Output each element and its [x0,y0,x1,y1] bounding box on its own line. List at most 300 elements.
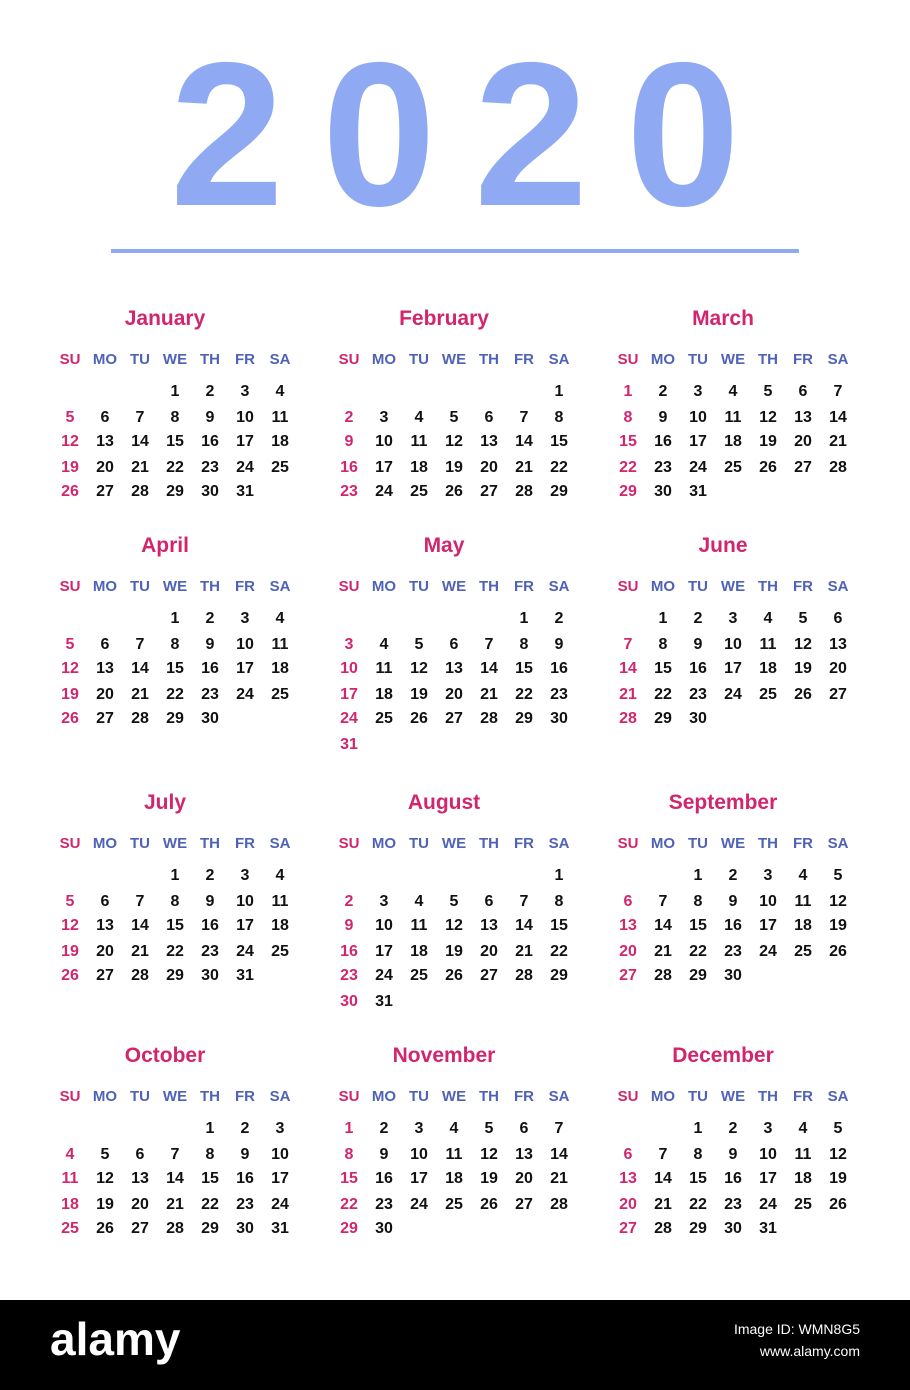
date-cell: 6 [449,636,459,653]
date-cell: 14 [829,409,847,426]
date-cell: 6 [100,893,110,910]
date-cell: 11 [724,409,742,426]
date-cell: 24 [271,1196,289,1213]
date-cell: 10 [689,409,707,426]
weekday-header: TH [200,835,220,852]
date-cell: 11 [445,1146,463,1163]
date-cell: 27 [480,483,498,500]
date-cell: 4 [414,893,424,910]
weekday-header: FR [514,351,534,368]
date-cell: 13 [480,917,498,934]
date-cell: 1 [693,867,703,884]
date-cell: 24 [759,943,777,960]
alamy-logo: alamy [50,1313,181,1365]
date-cell: 30 [689,710,707,727]
date-cell: 27 [619,1220,637,1237]
weekday-header: FR [514,1088,534,1105]
date-cell: 4 [65,1146,75,1163]
date-cell: 6 [100,636,110,653]
date-cell: 14 [515,433,533,450]
date-cell: 21 [654,1196,672,1213]
date-cell: 15 [689,917,707,934]
date-cell: 4 [275,383,285,400]
date-cell: 26 [410,710,428,727]
date-cell: 12 [480,1146,498,1163]
watermark-footer [0,1300,910,1390]
date-cell: 8 [344,1146,354,1163]
weekday-header: TU [688,351,708,368]
date-cell: 27 [794,459,812,476]
date-cell: 17 [375,943,393,960]
date-cell: 11 [410,433,428,450]
date-cell: 2 [205,867,215,884]
date-cell: 22 [654,686,672,703]
date-cell: 20 [480,943,498,960]
date-cell: 5 [798,610,808,627]
date-cell: 13 [131,1170,149,1187]
date-cell: 19 [445,943,463,960]
month-name: January [124,307,206,330]
date-cell: 15 [166,917,184,934]
date-cell: 3 [240,867,250,884]
date-cell: 5 [484,1120,494,1137]
date-cell: 5 [65,409,75,426]
weekday-header: SA [269,1088,291,1105]
date-cell: 26 [445,483,463,500]
date-cell: 19 [410,686,428,703]
date-cell: 15 [619,433,637,450]
date-cell: 1 [623,383,633,400]
date-cell: 2 [240,1120,250,1137]
weekday-header: TH [479,578,499,595]
weekday-header: FR [235,835,255,852]
date-cell: 18 [445,1170,463,1187]
date-cell: 5 [65,636,75,653]
date-cell: 7 [658,1146,668,1163]
date-cell: 21 [550,1170,568,1187]
date-cell: 20 [794,433,812,450]
date-cell: 22 [515,686,533,703]
weekday-header: MO [92,835,118,852]
date-cell: 28 [166,1220,184,1237]
date-cell: 5 [100,1146,110,1163]
date-cell: 16 [201,917,219,934]
date-cell: 2 [693,610,703,627]
date-cell: 10 [236,636,254,653]
weekday-header: SA [827,351,849,368]
weekday-header: SA [548,835,570,852]
date-cell: 14 [131,917,149,934]
date-cell: 26 [829,943,847,960]
date-cell: 18 [410,459,428,476]
date-cell: 21 [829,433,847,450]
date-cell: 29 [166,483,184,500]
date-cell: 1 [170,610,180,627]
date-cell: 25 [410,483,428,500]
weekday-header: SU [59,351,81,368]
date-cell: 23 [550,686,568,703]
date-cell: 31 [689,483,707,500]
date-cell: 19 [61,459,79,476]
date-cell: 4 [275,610,285,627]
date-cell: 3 [275,1120,285,1137]
weekday-header: TH [758,835,778,852]
date-cell: 15 [654,660,672,677]
date-cell: 12 [445,433,463,450]
date-cell: 28 [131,483,149,500]
date-cell: 22 [550,459,568,476]
date-cell: 3 [344,636,354,653]
date-cell: 11 [410,917,428,934]
weekday-header: SA [269,351,291,368]
date-cell: 27 [96,710,114,727]
date-cell: 6 [623,1146,633,1163]
date-cell: 28 [654,967,672,984]
date-cell: 28 [550,1196,568,1213]
date-cell: 9 [728,893,738,910]
date-cell: 17 [410,1170,428,1187]
date-cell: 8 [170,636,180,653]
date-cell: 12 [61,660,79,677]
weekday-header: WE [441,351,467,368]
date-cell: 17 [340,686,358,703]
weekday-header: TU [688,1088,708,1105]
date-cell: 5 [449,893,459,910]
month-name: June [698,534,748,557]
date-cell: 26 [794,686,812,703]
date-cell: 6 [623,893,633,910]
date-cell: 2 [658,383,668,400]
date-cell: 28 [829,459,847,476]
date-cell: 5 [65,893,75,910]
date-cell: 1 [693,1120,703,1137]
date-cell: 25 [61,1220,79,1237]
weekday-header: WE [162,835,188,852]
date-cell: 10 [759,893,777,910]
date-cell: 7 [135,409,145,426]
date-cell: 14 [480,660,498,677]
date-cell: 1 [519,610,529,627]
weekday-header: SA [548,351,570,368]
weekday-header: MO [650,1088,676,1105]
weekday-header: SU [617,578,639,595]
date-cell: 7 [519,409,529,426]
date-cell: 6 [484,893,494,910]
date-cell: 31 [236,483,254,500]
date-cell: 8 [170,409,180,426]
date-cell: 2 [554,610,564,627]
date-cell: 27 [131,1220,149,1237]
date-cell: 7 [623,636,633,653]
date-cell: 11 [61,1170,79,1187]
date-cell: 28 [619,710,637,727]
date-cell: 29 [619,483,637,500]
date-cell: 9 [205,893,215,910]
weekday-header: FR [514,578,534,595]
month-name: September [668,791,778,814]
date-cell: 9 [344,917,354,934]
date-cell: 26 [480,1196,498,1213]
weekday-header: WE [162,1088,188,1105]
date-cell: 28 [131,710,149,727]
date-cell: 10 [271,1146,289,1163]
date-cell: 15 [166,433,184,450]
date-cell: 30 [724,967,742,984]
date-cell: 25 [794,943,812,960]
weekday-header: WE [720,578,746,595]
weekday-header: FR [793,835,813,852]
date-cell: 22 [340,1196,358,1213]
date-cell: 24 [410,1196,428,1213]
date-cell: 5 [833,867,843,884]
date-cell: 6 [833,610,843,627]
date-cell: 29 [340,1220,358,1237]
weekday-header: SU [338,351,360,368]
date-cell: 9 [693,636,703,653]
date-cell: 2 [344,409,354,426]
month-name: April [141,534,189,557]
date-cell: 2 [344,893,354,910]
date-cell: 3 [763,867,773,884]
date-cell: 15 [550,917,568,934]
weekday-header: TH [479,1088,499,1105]
date-cell: 8 [205,1146,215,1163]
date-cell: 18 [759,660,777,677]
date-cell: 8 [519,636,529,653]
date-cell: 14 [550,1146,568,1163]
date-cell: 13 [96,660,114,677]
weekday-header: SU [617,835,639,852]
date-cell: 10 [724,636,742,653]
date-cell: 15 [550,433,568,450]
date-cell: 7 [833,383,843,400]
date-cell: 12 [829,893,847,910]
date-cell: 30 [550,710,568,727]
date-cell: 23 [340,483,358,500]
weekday-header: FR [235,351,255,368]
date-cell: 29 [550,967,568,984]
date-cell: 8 [693,893,703,910]
date-cell: 13 [96,433,114,450]
weekday-header: MO [371,578,397,595]
weekday-header: WE [441,578,467,595]
date-cell: 23 [201,459,219,476]
date-cell: 12 [829,1146,847,1163]
date-cell: 3 [728,610,738,627]
date-cell: 3 [763,1120,773,1137]
date-cell: 7 [554,1120,564,1137]
weekday-header: TU [130,1088,150,1105]
date-cell: 19 [829,1170,847,1187]
date-cell: 28 [515,967,533,984]
date-cell: 11 [794,893,812,910]
date-cell: 21 [515,459,533,476]
weekday-header: FR [793,578,813,595]
date-cell: 6 [100,409,110,426]
date-cell: 24 [689,459,707,476]
date-cell: 20 [96,686,114,703]
date-cell: 23 [236,1196,254,1213]
date-cell: 17 [236,660,254,677]
date-cell: 17 [375,459,393,476]
date-cell: 24 [340,710,358,727]
weekday-header: TH [758,578,778,595]
date-cell: 12 [445,917,463,934]
date-cell: 28 [480,710,498,727]
date-cell: 8 [623,409,633,426]
date-cell: 21 [166,1196,184,1213]
date-cell: 18 [794,1170,812,1187]
date-cell: 21 [515,943,533,960]
date-cell: 19 [794,660,812,677]
date-cell: 24 [236,943,254,960]
date-cell: 16 [724,917,742,934]
date-cell: 25 [445,1196,463,1213]
date-cell: 26 [445,967,463,984]
weekday-header: TH [479,351,499,368]
weekday-header: FR [235,578,255,595]
date-cell: 24 [236,686,254,703]
date-cell: 5 [449,409,459,426]
date-cell: 11 [271,636,289,653]
month-name: October [124,1044,206,1067]
date-cell: 24 [236,459,254,476]
month-name: March [692,307,754,330]
date-cell: 1 [170,867,180,884]
date-cell: 16 [724,1170,742,1187]
weekday-header: SU [338,835,360,852]
date-cell: 19 [829,917,847,934]
date-cell: 25 [271,943,289,960]
date-cell: 1 [658,610,668,627]
date-cell: 30 [375,1220,393,1237]
date-cell: 17 [236,917,254,934]
date-cell: 10 [375,917,393,934]
date-cell: 4 [798,1120,808,1137]
date-cell: 15 [201,1170,219,1187]
date-cell: 26 [61,967,79,984]
date-cell: 21 [131,686,149,703]
date-cell: 13 [829,636,847,653]
footer-url: www.alamy.com [759,1343,860,1359]
date-cell: 22 [166,459,184,476]
date-cell: 30 [340,993,358,1010]
date-cell: 12 [61,917,79,934]
date-cell: 9 [344,433,354,450]
date-cell: 13 [619,917,637,934]
date-cell: 20 [829,660,847,677]
date-cell: 14 [619,660,637,677]
date-cell: 13 [480,433,498,450]
weekday-header: SA [548,578,570,595]
date-cell: 21 [131,943,149,960]
date-cell: 7 [135,893,145,910]
date-cell: 6 [519,1120,529,1137]
date-cell: 21 [131,459,149,476]
date-cell: 9 [658,409,668,426]
date-cell: 20 [480,459,498,476]
date-cell: 31 [759,1220,777,1237]
weekday-header: TU [130,578,150,595]
date-cell: 5 [763,383,773,400]
date-cell: 16 [236,1170,254,1187]
date-cell: 22 [201,1196,219,1213]
date-cell: 16 [689,660,707,677]
date-cell: 17 [271,1170,289,1187]
date-cell: 27 [619,967,637,984]
year-title: 2020 [169,20,779,249]
date-cell: 2 [205,383,215,400]
date-cell: 2 [379,1120,389,1137]
date-cell: 27 [445,710,463,727]
date-cell: 3 [240,383,250,400]
date-cell: 23 [340,967,358,984]
date-cell: 22 [689,943,707,960]
date-cell: 19 [61,686,79,703]
weekday-header: MO [371,835,397,852]
date-cell: 12 [759,409,777,426]
weekday-header: TH [200,1088,220,1105]
weekday-header: TH [200,351,220,368]
weekday-header: SU [59,835,81,852]
date-cell: 11 [759,636,777,653]
date-cell: 31 [271,1220,289,1237]
date-cell: 26 [61,710,79,727]
date-cell: 3 [379,893,389,910]
date-cell: 6 [798,383,808,400]
date-cell: 29 [201,1220,219,1237]
date-cell: 24 [759,1196,777,1213]
date-cell: 27 [515,1196,533,1213]
date-cell: 25 [271,686,289,703]
weekday-header: WE [441,1088,467,1105]
date-cell: 26 [759,459,777,476]
date-cell: 15 [166,660,184,677]
date-cell: 6 [135,1146,145,1163]
date-cell: 13 [445,660,463,677]
weekday-header: FR [235,1088,255,1105]
date-cell: 22 [689,1196,707,1213]
weekday-header: TH [758,351,778,368]
date-cell: 16 [340,459,358,476]
date-cell: 3 [414,1120,424,1137]
date-cell: 9 [728,1146,738,1163]
date-cell: 25 [410,967,428,984]
date-cell: 18 [61,1196,79,1213]
date-cell: 29 [166,967,184,984]
date-cell: 29 [515,710,533,727]
date-cell: 8 [554,893,564,910]
date-cell: 18 [794,917,812,934]
date-cell: 12 [61,433,79,450]
date-cell: 7 [658,893,668,910]
date-cell: 21 [654,943,672,960]
date-cell: 4 [728,383,738,400]
date-cell: 14 [515,917,533,934]
month-name: November [392,1044,496,1067]
date-cell: 10 [759,1146,777,1163]
date-cell: 30 [654,483,672,500]
date-cell: 5 [414,636,424,653]
date-cell: 8 [170,893,180,910]
date-cell: 16 [201,660,219,677]
weekday-header: WE [162,578,188,595]
date-cell: 23 [654,459,672,476]
date-cell: 11 [375,660,393,677]
weekday-header: WE [720,1088,746,1105]
date-cell: 10 [340,660,358,677]
weekday-header: MO [92,578,118,595]
